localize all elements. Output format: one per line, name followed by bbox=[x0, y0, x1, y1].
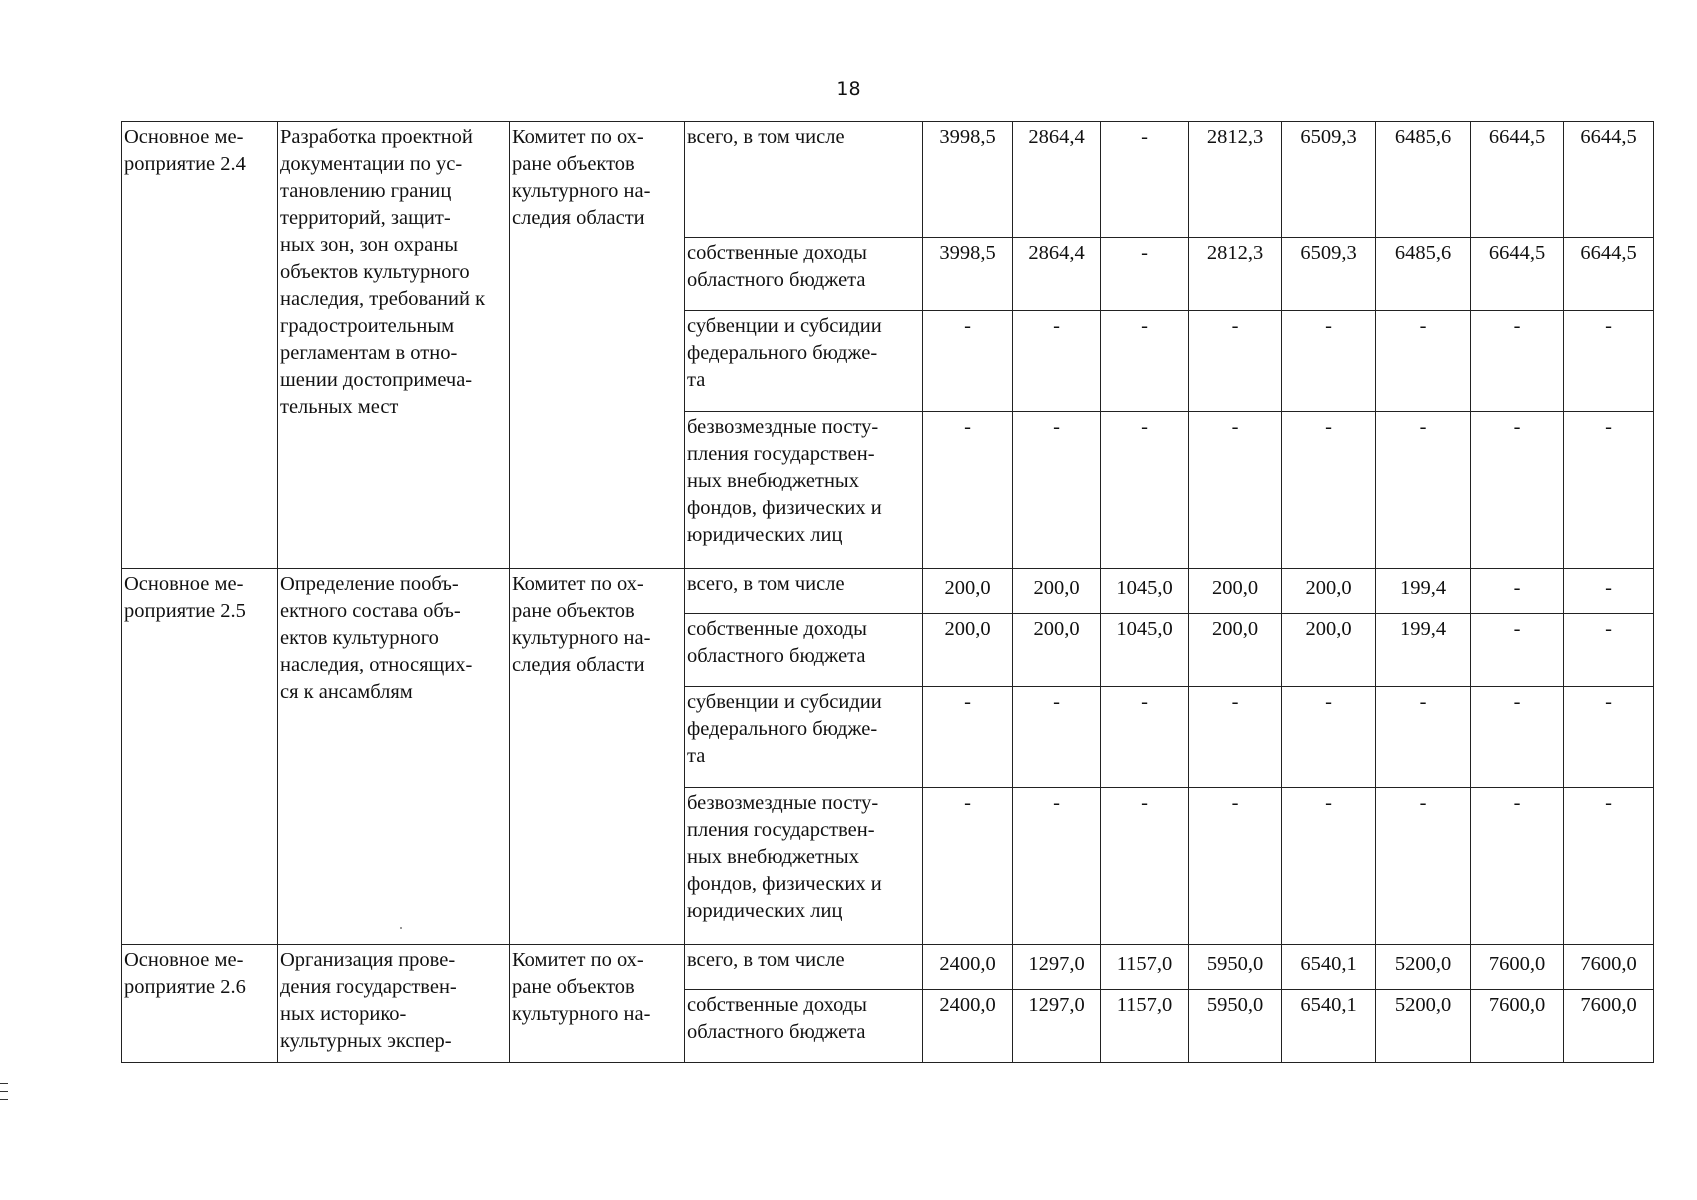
edge-mark bbox=[0, 1099, 8, 1100]
amount-cell: 6509,3 bbox=[1282, 122, 1376, 238]
table-row bbox=[122, 945, 1654, 990]
amount-cell: 6540,1 bbox=[1282, 945, 1376, 990]
amount-cell: 3998,5 bbox=[923, 122, 1013, 238]
amount-cell: 7600,0 bbox=[1564, 990, 1654, 1063]
funding-source-cell: всего, в том числе bbox=[685, 569, 923, 614]
funding-source-cell: всего, в том числе bbox=[685, 945, 923, 990]
amount-cell: 2812,3 bbox=[1189, 238, 1282, 311]
amount-cell: - bbox=[1471, 311, 1564, 412]
measure-code-cell: Основное ме- роприятие 2.5 bbox=[122, 569, 278, 945]
amount-cell: - bbox=[1101, 412, 1189, 569]
funding-source-cell: собственные доходы областного бюджета bbox=[685, 614, 923, 687]
amount-cell: 2400,0 bbox=[923, 990, 1013, 1063]
table-row bbox=[122, 122, 1654, 238]
amount-cell: - bbox=[923, 412, 1013, 569]
table-body bbox=[122, 122, 1654, 1063]
amount-cell: - bbox=[1471, 569, 1564, 614]
amount-cell: - bbox=[1564, 569, 1654, 614]
amount-cell: 5200,0 bbox=[1376, 945, 1471, 990]
amount-cell: 5950,0 bbox=[1189, 990, 1282, 1063]
amount-cell: - bbox=[1189, 788, 1282, 945]
amount-cell: - bbox=[1101, 238, 1189, 311]
amount-cell: 6644,5 bbox=[1471, 238, 1564, 311]
amount-cell: 200,0 bbox=[1189, 569, 1282, 614]
measure-code-cell: Основное ме- роприятие 2.6 bbox=[122, 945, 278, 1063]
amount-cell: 1157,0 bbox=[1101, 945, 1189, 990]
amount-cell: - bbox=[1564, 788, 1654, 945]
amount-cell: 6509,3 bbox=[1282, 238, 1376, 311]
amount-cell: - bbox=[1189, 687, 1282, 788]
amount-cell: - bbox=[1013, 412, 1101, 569]
page-number: 18 bbox=[836, 78, 861, 100]
amount-cell: - bbox=[1376, 311, 1471, 412]
funding-source-cell: собственные доходы областного бюджета bbox=[685, 238, 923, 311]
amount-cell: - bbox=[1101, 687, 1189, 788]
table-row bbox=[122, 569, 1654, 614]
amount-cell: 1045,0 bbox=[1101, 614, 1189, 687]
amount-cell: - bbox=[923, 788, 1013, 945]
amount-cell: - bbox=[1564, 614, 1654, 687]
amount-cell: 6485,6 bbox=[1376, 122, 1471, 238]
funding-source-cell: безвозмездные посту- пления государствен- ных внебюджетных фондов, физических и юридических лиц bbox=[685, 788, 923, 945]
measure-description-cell: Разработка проектной документации по ус- тановлению границ территорий, защит- ных зон, зон охраны объектов культурного наследия, требований к градостроительным регламентам в отно- шении достопримеча- тельных мест bbox=[278, 122, 510, 569]
amount-cell: 2812,3 bbox=[1189, 122, 1282, 238]
amount-cell: - bbox=[1013, 311, 1101, 412]
amount-cell: 2400,0 bbox=[923, 945, 1013, 990]
amount-cell: - bbox=[1564, 311, 1654, 412]
measure-description-cell: Организация прове- дения государствен- ных историко- культурных экспер- bbox=[278, 945, 510, 1063]
funding-source-cell: всего, в том числе bbox=[685, 122, 923, 238]
amount-cell: 6485,6 bbox=[1376, 238, 1471, 311]
amount-cell: 200,0 bbox=[1013, 614, 1101, 687]
amount-cell: 200,0 bbox=[923, 614, 1013, 687]
amount-cell: 1045,0 bbox=[1101, 569, 1189, 614]
amount-cell: - bbox=[1101, 311, 1189, 412]
amount-cell: 3998,5 bbox=[923, 238, 1013, 311]
amount-cell: - bbox=[1376, 412, 1471, 569]
amount-cell: - bbox=[1282, 412, 1376, 569]
edge-mark bbox=[0, 1091, 8, 1092]
amount-cell: 1297,0 bbox=[1013, 990, 1101, 1063]
amount-cell: 6644,5 bbox=[1471, 122, 1564, 238]
amount-cell: 200,0 bbox=[923, 569, 1013, 614]
amount-cell: - bbox=[1282, 687, 1376, 788]
amount-cell: 5200,0 bbox=[1376, 990, 1471, 1063]
amount-cell: 1157,0 bbox=[1101, 990, 1189, 1063]
amount-cell: - bbox=[1013, 788, 1101, 945]
amount-cell: - bbox=[1101, 122, 1189, 238]
amount-cell: 1297,0 bbox=[1013, 945, 1101, 990]
measure-executor-cell: Комитет по ох- ране объектов культурного на- следия области bbox=[510, 122, 685, 569]
amount-cell: 7600,0 bbox=[1471, 945, 1564, 990]
measure-description-cell: Определение пообъ- ектного состава объ- ектов культурного наследия, относящих- ся к ансамблям bbox=[278, 569, 510, 945]
amount-cell: 6644,5 bbox=[1564, 122, 1654, 238]
amount-cell: - bbox=[1471, 687, 1564, 788]
amount-cell: 7600,0 bbox=[1564, 945, 1654, 990]
amount-cell: - bbox=[1013, 687, 1101, 788]
amount-cell: 200,0 bbox=[1189, 614, 1282, 687]
edge-mark bbox=[0, 1083, 8, 1084]
amount-cell: - bbox=[1471, 614, 1564, 687]
amount-cell: 2864,4 bbox=[1013, 122, 1101, 238]
amount-cell: - bbox=[1189, 311, 1282, 412]
amount-cell: - bbox=[1376, 788, 1471, 945]
measure-code-cell: Основное ме- роприятие 2.4 bbox=[122, 122, 278, 569]
measure-executor-cell: Комитет по ох- ране объектов культурного на- следия области bbox=[510, 569, 685, 945]
scan-speck bbox=[400, 927, 402, 929]
amount-cell: - bbox=[1101, 788, 1189, 945]
funding-source-cell: субвенции и субсидии федерального бюдже- та bbox=[685, 311, 923, 412]
amount-cell: - bbox=[1282, 788, 1376, 945]
amount-cell: - bbox=[1564, 687, 1654, 788]
amount-cell: 200,0 bbox=[1013, 569, 1101, 614]
amount-cell: 199,4 bbox=[1376, 614, 1471, 687]
amount-cell: - bbox=[1376, 687, 1471, 788]
amount-cell: 6540,1 bbox=[1282, 990, 1376, 1063]
amount-cell: - bbox=[1189, 412, 1282, 569]
measure-executor-cell: Комитет по ох- ране объектов культурного на- bbox=[510, 945, 685, 1063]
amount-cell: 7600,0 bbox=[1471, 990, 1564, 1063]
amount-cell: 2864,4 bbox=[1013, 238, 1101, 311]
amount-cell: 6644,5 bbox=[1564, 238, 1654, 311]
funding-source-cell: субвенции и субсидии федерального бюдже- та bbox=[685, 687, 923, 788]
funding-source-cell: безвозмездные посту- пления государствен- ных внебюджетных фондов, физических и юридических лиц bbox=[685, 412, 923, 569]
amount-cell: 199,4 bbox=[1376, 569, 1471, 614]
amount-cell: - bbox=[1282, 311, 1376, 412]
budget-table bbox=[121, 121, 1654, 1063]
amount-cell: 5950,0 bbox=[1189, 945, 1282, 990]
amount-cell: - bbox=[1471, 412, 1564, 569]
amount-cell: - bbox=[923, 687, 1013, 788]
amount-cell: 200,0 bbox=[1282, 569, 1376, 614]
amount-cell: - bbox=[1471, 788, 1564, 945]
amount-cell: - bbox=[1564, 412, 1654, 569]
amount-cell: 200,0 bbox=[1282, 614, 1376, 687]
funding-source-cell: собственные доходы областного бюджета bbox=[685, 990, 923, 1063]
amount-cell: - bbox=[923, 311, 1013, 412]
